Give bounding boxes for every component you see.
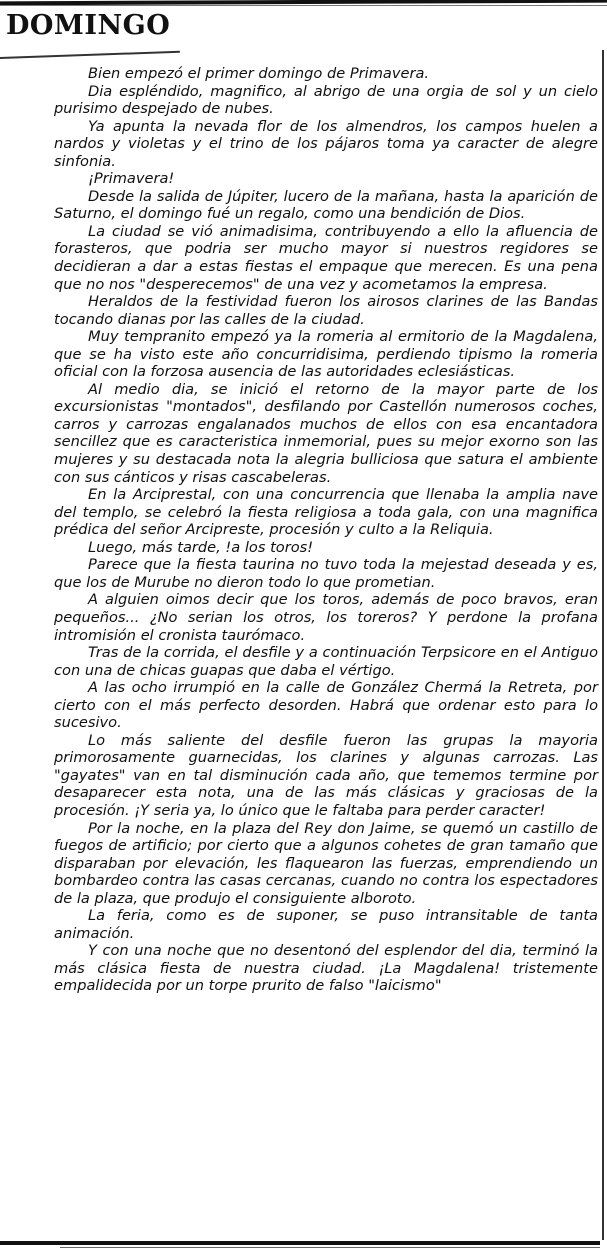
- paragraph: Tras de la corrida, el desfile y a continuación Terpsicore en el Antiguo con una de chicas guapas que daba el vértigo.: [54, 644, 598, 679]
- paragraph: Muy tempranito empezó ya la romeria al ermitorio de la Magdalena, que se ha visto este año concurridisima, perdiendo tipismo la romeria oficial con la forzosa ausencia de las autoridades eclesiásticas.: [54, 328, 598, 381]
- paragraph: Lo más saliente del desfile fueron las grupas la mayoria primorosamente guarnecidas, los clarines y algunas carrozas. Las "gayates" van en tal disminución cada año, que tememos termine por desaparecer esta nota, una de las más clásicas y graciosas de la procesión. ¡Y seria ya, lo único que le faltaba para perder caracter!: [54, 731, 598, 819]
- paragraph: Bien empezó el primer domingo de Primavera.: [88, 65, 430, 82]
- paragraph: En la Arciprestal, con una concurrencia que llenaba la amplia nave del templo, se celebró la fiesta religiosa a toda gala, con una magnifica prédica del señor Arcipreste, procesión y culto a la Reliquia.: [54, 486, 598, 539]
- paragraph: A las ocho irrumpió en la calle de González Chermá la Retreta, por cierto con el más perfecto desorden. Habrá que ordenar esto para lo sucesivo.: [54, 679, 598, 732]
- top-rule-thin: [0, 5, 607, 6]
- title-underline: [0, 51, 180, 59]
- paragraph: Heraldos de la festividad fueron los airosos clarines de las Bandas tocando dianas por las calles de la ciudad.: [54, 293, 598, 328]
- paragraph: Dia espléndido, magnifico, al abrigo de una orgia de sol y un cielo purisimo despejado de nubes.: [54, 82, 598, 118]
- bottom-rule: [0, 1241, 600, 1245]
- paragraph: Luego, más tarde, !a los toros!: [88, 538, 314, 556]
- bottom-rule-thin: [60, 1247, 600, 1248]
- paragraph: A alguien oimos decir que los toros, además de poco bravos, eran pequeños... ¿No serian los otros, los toreros? Y perdone la profana intromisión el cronista taurómaco.: [54, 591, 598, 644]
- section-title: DOMINGO: [6, 10, 171, 41]
- paragraph: Parece que la fiesta taurina no tuvo toda la mejestad deseada y es, que los de Murube no dieron todo lo que prometian.: [54, 556, 598, 591]
- article-body: [54, 65, 598, 995]
- paragraph: La ciudad se vió animadisima, contribuyendo a ello la afluencia de forasteros, que podria ser mucho mayor si nuestros regidores se decidieran a dar a estas fiestas el empaque que merecen. Es una pena que no nos "desperecemos" de una vez y acometamos la empresa.: [54, 222, 598, 293]
- paragraph: Y con una noche que no desentonó del esplendor del dia, terminó la más clásica fiesta de nuestra ciudad. ¡La Magdalena! tristemente empalidecida por un torpe prurito de falso "laicismo": [54, 942, 598, 995]
- column-rule: [602, 50, 604, 1240]
- paragraph: Al medio dia, se inició el retorno de la mayor parte de los excursionistas "montados", desfilando por Castellón numerosos coches, carros y carrozas engalanados muchos de ellos con esa encantadora sencillez que es caracteristica inmemorial, pues su mejor exorno son las mujeres y su destacada nota la alegria bulliciosa que satura el ambiente con sus cánticos y risas cascabeleras.: [54, 380, 598, 486]
- paragraph: Por la noche, en la plaza del Rey don Jaime, se quemó un castillo de fuegos de artificio; por cierto que a algunos cohetes de gran tamaño que disparaban por elevación, les flaquearon las fuerzas, emprendiendo un bombardeo contra las casas cercanas, cuando no contra los espectadores de la plaza, que produjo el consiguiente alboroto.: [54, 819, 598, 907]
- paragraph: Desde la salida de Júpiter, lucero de la mañana, hasta la aparición de Saturno, el domingo fué un regalo, como una bendición de Dios.: [54, 187, 598, 223]
- paragraph: Ya apunta la nevada flor de los almendros, los campos huelen a nardos y violetas y el trino de los pájaros toma ya caracter de alegre sinfonia.: [54, 117, 598, 170]
- paragraph: ¡Primavera!: [88, 170, 175, 188]
- paragraph: La feria, como es de suponer, se puso intransitable de tanta animación.: [54, 907, 598, 942]
